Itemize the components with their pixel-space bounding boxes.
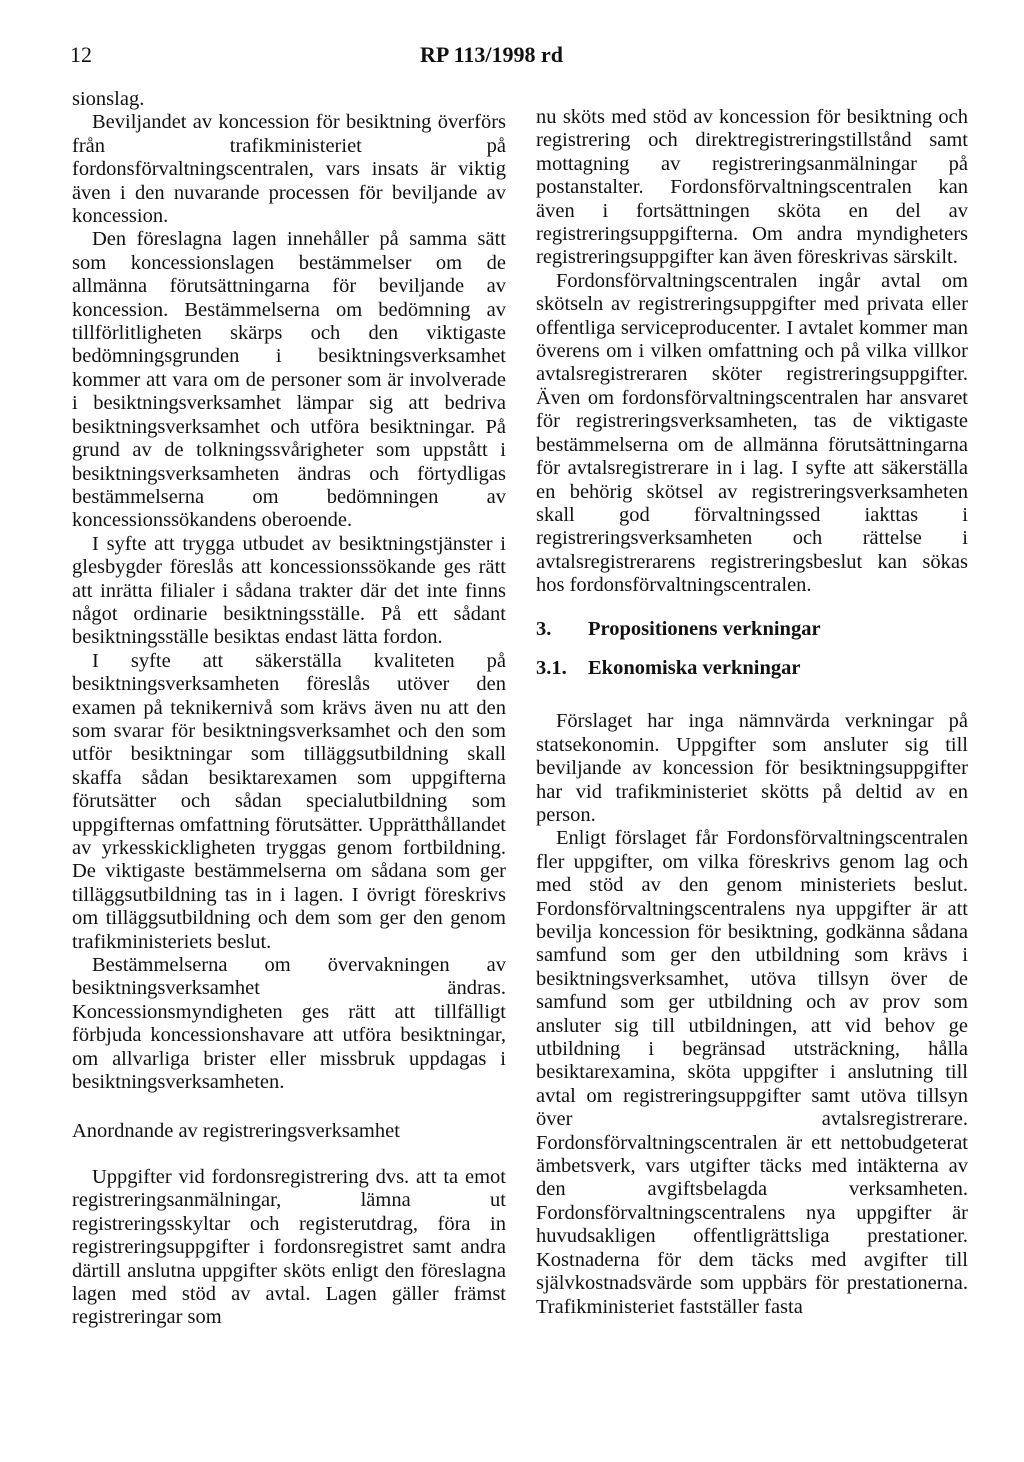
paragraph: Förslaget har inga nämnvärda verkningar på statsekonomin. Uppgifter som ansluter sig till beviljande av koncession för besiktningsuppgifter har vid trafikministeriet skötts på deltid av en person. [536, 710, 968, 826]
subheading: Anordnande av registreringsverksamhet [72, 1120, 400, 1143]
subsection-number: 3.1. [536, 656, 567, 679]
paragraph: sionslag. [72, 88, 145, 110]
paragraph: Enligt förslaget får Fordonsförvaltningscentralen fler uppgifter, om vilka föreskrivs genom lag och med stöd av den genom ministeriets beslut. Fordonsförvaltningscentralens nya uppgifter är att bevilja koncession för besiktning, godkänna sådana samfund som ger den utbildning som krävs i besiktningsverksamhet, utöva tillsyn över de samfund som ger utbildning och av prov som ansluter sig till utbildningen, att vid behov ge utbildning i begränsad utsträckning, hålla besiktarexamina, sköta uppgifter i anslutning till avtal om registreringsuppgifter samt utöva tillsyn över avtalsregistrerare. Fordonsförvaltningscentralen är ett nettobudgeterat ämbetsverk, vars utgifter täcks med intäkterna av den avgiftsbelagda verksamheten. Fordonsförvaltningscentralens nya uppgifter är huvudsakligen offentligrättsliga prestationer. Kostnaderna för dem täcks med avgifter till självkostnadsvärde som uppbärs för prestationerna. Trafikministeriet fastställer fasta [536, 827, 968, 1318]
running-header: RP 113/1998 rd [420, 42, 564, 67]
paragraph: Bestämmelserna om övervakningen av besiktningsverksamhet ändras. Koncessionsmyndigheten ges rätt att tillfälligt förbjuda koncessionshavare att utföra besiktningar, om allvarliga brister eller missbruk uppdagas i besiktningsverksamheten. [72, 954, 506, 1094]
paragraph: Den föreslagna lagen innehåller på samma sätt som koncessionslagen bestämmelser om de allmänna förutsättningarna för beviljande av koncession. Bestämmelserna om bedömning av tillförlitligheten skärps och den viktigaste bedömningsgrunden i besiktningsverksamhet kommer att vara om de personer som är involverade i besiktningsverksamhet lämpar sig att bedriva besiktningsverksamhet och utföra besiktningar. På grund av de tolkningssvårigheter som uppstått i besiktningsverksamheten ändras och förtydligas bestämmelserna om bedömningen av koncessionssökandens oberoende. [72, 228, 506, 532]
paragraph: Uppgifter vid fordonsregistrering dvs. att ta emot registreringsanmälningar, lämna ut registreringsskyltar och registerutdrag, föra in registreringsuppgifter i fordonsregistret samt andra därtill anslutna uppgifter sköts enligt den föreslagna lagen med stöd av avtal. Lagen gäller främst registreringar som [72, 1165, 506, 1329]
subsection-heading [536, 657, 968, 680]
subsection-title: Ekonomiska verkningar [588, 656, 801, 679]
section-heading [536, 618, 968, 641]
left-column [72, 88, 506, 1330]
paragraph: I syfte att trygga utbudet av besiktningstjänster i glesbygder föreslås att koncessionssökande ges rätt att inrätta filialer i sådana trakter där det inte finns något ordinarie besiktningsställe. På ett sådant besiktningsställe besiktas endast lätta fordon. [72, 532, 506, 649]
paragraph: nu sköts med stöd av koncession för besiktning och registrering och direktregistreringstillstånd samt mottagning av registreringsanmälningar på postanstalter. Fordonsförvaltningscentralen kan även i fortsättningen sköta en del av registreringsuppgifterna. Om andra myndigheters registreringsuppgifter kan även föreskrivas särskilt. [536, 106, 968, 269]
paragraph: I syfte att säkerställa kvaliteten på besiktningsverksamheten föreslås utöver den examen på teknikernivå som krävs även nu att den som svarar för besiktningsverksamhet och den som utför besiktningar som tilläggsutbildning skall skaffa sådan besiktarexamen som uppgifterna förutsätter och sådan specialutbildning som uppgifternas omfattning förutsätter. Upprätthållandet av yrkesskickligheten tryggas genom fortbildning. De viktigaste bestämmelserna om sådana som ger tilläggsutbildning tas in i lagen. I övrigt föreskrivs om tilläggsutbildning och dem som ger den genom trafikministeriets beslut. [72, 649, 506, 953]
paragraph: Beviljandet av koncession för besiktning överförs från trafikministeriet på fordonsförvaltningscentralen, vars insats är viktig även i den nuvarande processen för beviljande av koncession. [72, 111, 506, 228]
right-column [536, 106, 968, 1319]
section-title: Propositionens verkningar [588, 617, 821, 640]
page-number: 12 [70, 42, 92, 67]
section-number: 3. [536, 617, 552, 640]
paragraph: Fordonsförvaltningscentralen ingår avtal om skötseln av registreringsuppgifter med privata eller offentliga serviceproducenter. I avtalet kommer man överens om i vilken omfattning och på vilka villkor avtalsregistreraren sköter registreringsuppgifter. Även om fordonsförvaltningscentralen har ansvaret för registreringsverksamheten, tas de viktigaste bestämmelserna om de allmänna förutsättningarna för avtalsregistrerare in i lag. I syfte att säkerställa en behörig skötsel av registreringsverksamheten skall god förvaltningssed iakttas i registreringsverksamheten och rättelse i avtalsregistrerarens registreringsbeslut kan sökas hos fordonsförvaltningscentralen. [536, 269, 968, 597]
